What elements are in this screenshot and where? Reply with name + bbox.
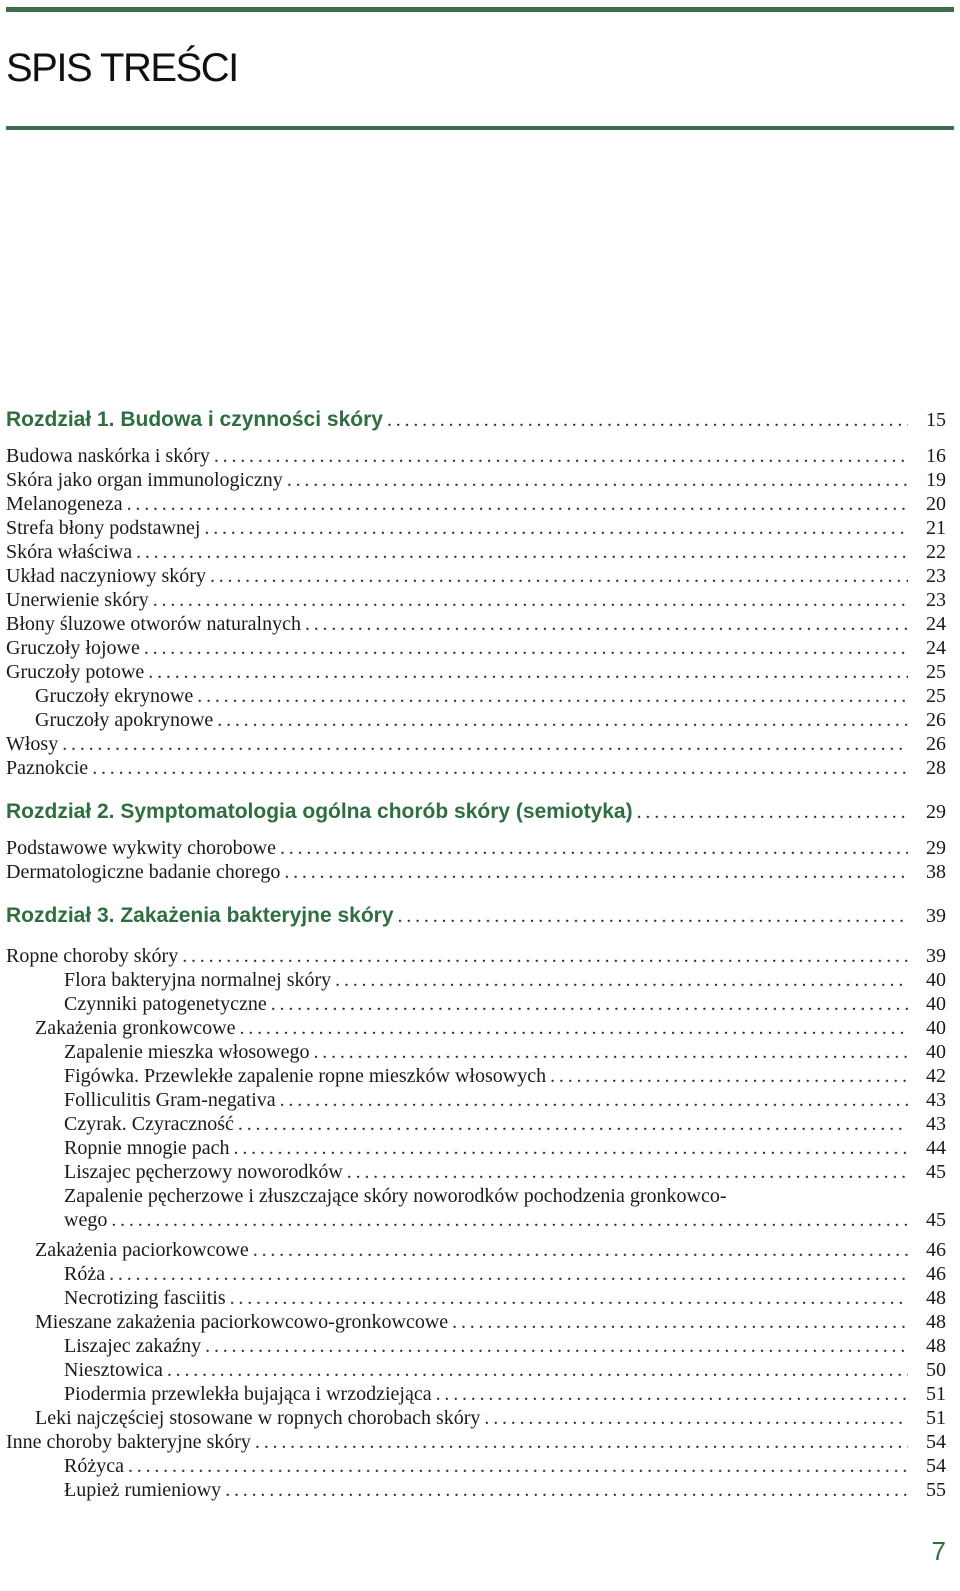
toc-entry[interactable] — [6, 564, 946, 588]
toc-entry[interactable] — [6, 588, 946, 612]
page-title: SPIS TREŚCI — [6, 46, 238, 90]
toc-entry[interactable] — [6, 1454, 946, 1478]
toc-entry-label: Błony śluzowe otworów naturalnych — [6, 613, 301, 635]
toc-entry-page: 25 — [926, 685, 946, 707]
toc-entry-page: 15 — [926, 409, 946, 431]
leader-dots — [335, 968, 908, 992]
leader-dots — [136, 540, 908, 564]
toc-entry[interactable] — [6, 1088, 946, 1112]
toc-entry-label: Skóra jako organ immunologiczny — [6, 469, 283, 491]
toc-entry[interactable] — [6, 708, 946, 732]
toc-entry-label: Flora bakteryjna normalnej skóry — [64, 969, 332, 991]
toc-entry-label: Liszajec zakaźny — [64, 1335, 202, 1357]
toc-entry-page: 45 — [926, 1161, 946, 1183]
leader-dots — [253, 1238, 908, 1262]
toc-entry-page: 23 — [926, 565, 946, 587]
toc-entry[interactable] — [6, 1382, 946, 1406]
toc-entry-page: 23 — [926, 589, 946, 611]
toc-entry-label: Leki najczęściej stosowane w ropnych chorobach skóry — [35, 1407, 481, 1429]
toc-entry-label: Paznokcie — [6, 757, 89, 779]
leader-dots — [153, 588, 908, 612]
toc-entry[interactable] — [6, 468, 946, 492]
leader-dots — [225, 1478, 908, 1502]
toc-entry-page: 39 — [926, 945, 946, 967]
leader-dots — [167, 1358, 908, 1382]
toc-entry-label: Różyca — [64, 1455, 124, 1477]
chapter-title: Rozdział 1. Budowa i czynności skóry — [6, 408, 383, 431]
toc-entry-label: Gruczoły ekrynowe — [35, 685, 194, 707]
toc-entry-label: Ropne choroby skóry — [6, 945, 179, 967]
leader-dots — [111, 1208, 908, 1232]
toc-entry[interactable] — [6, 1334, 946, 1358]
toc-entry[interactable] — [6, 1430, 946, 1454]
leader-dots — [398, 904, 909, 928]
toc-entry[interactable] — [6, 1160, 946, 1184]
leader-dots — [239, 1016, 908, 1040]
toc-entry[interactable] — [6, 492, 946, 516]
leader-dots — [284, 860, 908, 884]
toc-entry[interactable] — [6, 1262, 946, 1286]
toc-entry[interactable] — [6, 1358, 946, 1382]
toc-chapter-heading[interactable] — [6, 904, 946, 928]
toc-entry-label: Łupież rumieniowy — [64, 1479, 222, 1501]
toc-entry[interactable] — [6, 1406, 946, 1430]
toc-entry-label: Mieszane zakażenia paciorkowcowo-gronkowcowe — [35, 1311, 449, 1333]
toc-entry-label: Układ naczyniowy skóry — [6, 565, 206, 587]
toc-entry[interactable] — [6, 516, 946, 540]
toc-entry-label: Gruczoły apokrynowe — [35, 709, 214, 731]
leader-dots — [204, 516, 908, 540]
toc-entry-label: Czyrak. Czyraczność — [64, 1113, 234, 1135]
toc-entry[interactable] — [6, 756, 946, 780]
toc-entry-page: 51 — [926, 1407, 946, 1429]
toc-chapter-heading[interactable] — [6, 800, 946, 824]
leader-dots — [255, 1430, 908, 1454]
toc-entry-label: Gruczoły potowe — [6, 661, 145, 683]
leader-dots — [197, 684, 908, 708]
toc-entry[interactable] — [6, 1208, 946, 1232]
leader-dots — [128, 1454, 908, 1478]
toc-entry-page: 26 — [926, 709, 946, 731]
leader-dots — [347, 1160, 908, 1184]
leader-dots — [62, 732, 908, 756]
leader-dots — [234, 1136, 908, 1160]
chapter-title: Rozdział 2. Symptomatologia ogólna chorób skóry (semiotyka) — [6, 800, 633, 823]
leader-dots — [109, 1262, 908, 1286]
toc-entry-label: Budowa naskórka i skóry — [6, 445, 210, 467]
leader-dots — [214, 444, 908, 468]
leader-dots — [452, 1310, 908, 1334]
toc-entry-label: Piodermia przewlekła bujająca i wrzodziejąca — [64, 1383, 432, 1405]
leader-dots — [205, 1334, 908, 1358]
toc-entry-page: 44 — [926, 1137, 946, 1159]
toc-entry[interactable] — [6, 732, 946, 756]
toc-entry[interactable] — [6, 1040, 946, 1064]
toc-entry-label: Skóra właściwa — [6, 541, 133, 563]
toc-entry-page: 24 — [926, 637, 946, 659]
toc-entry[interactable] — [6, 1016, 946, 1040]
toc-entry-label: Strefa błony podstawnej — [6, 517, 201, 539]
toc-entry[interactable] — [6, 636, 946, 660]
toc-entry-label: Folliculitis Gram-negativa — [64, 1089, 276, 1111]
toc-entry-page: 45 — [926, 1209, 946, 1231]
toc-entry-label: Melanogeneza — [6, 493, 123, 515]
toc-entry-page: 42 — [926, 1065, 946, 1087]
toc-entry-label: Gruczoły łojowe — [6, 637, 140, 659]
leader-dots — [127, 492, 908, 516]
toc-entry[interactable] — [6, 1478, 946, 1502]
toc-entry-page: 28 — [926, 757, 946, 779]
toc-entry-label: Necrotizing fasciitis — [64, 1287, 226, 1309]
toc-entry-label: Niesztowica — [64, 1359, 163, 1381]
toc-entry[interactable] — [6, 540, 946, 564]
leader-dots — [238, 1112, 908, 1136]
toc-entry-page: 29 — [926, 801, 946, 823]
leader-dots — [550, 1064, 908, 1088]
toc-entry-page: 38 — [926, 861, 946, 883]
toc-entry-page: 51 — [926, 1383, 946, 1405]
toc-entry-label: Liszajec pęcherzowy noworodków — [64, 1161, 343, 1183]
toc-entry-page: 48 — [926, 1311, 946, 1333]
leader-dots — [280, 1088, 908, 1112]
toc-entry-label: Zapalenie pęcherzowe i złuszczające skóry noworodków pochodzenia gronkowco- — [64, 1185, 727, 1207]
toc-entry[interactable] — [6, 444, 946, 468]
toc-entry[interactable] — [6, 1136, 946, 1160]
leader-dots — [280, 836, 908, 860]
toc-entry-page: 26 — [926, 733, 946, 755]
leader-dots — [144, 636, 908, 660]
leader-dots — [217, 708, 908, 732]
toc-entry-page: 22 — [926, 541, 946, 563]
toc-entry-label: Róża — [64, 1263, 106, 1285]
toc-entry-label: Czynniki patogenetyczne — [64, 993, 267, 1015]
leader-dots — [271, 992, 908, 1016]
toc-entry-page: 43 — [926, 1113, 946, 1135]
leader-dots — [287, 468, 908, 492]
toc-entry[interactable] — [6, 684, 946, 708]
toc-entry-label: Figówka. Przewlekłe zapalenie ropne mieszków włosowych — [64, 1065, 547, 1087]
toc-entry[interactable] — [6, 1238, 946, 1262]
toc-entry-page: 40 — [926, 993, 946, 1015]
toc-entry-label-continued: wego — [64, 1209, 108, 1231]
toc-entry-label: Inne choroby bakteryjne skóry — [6, 1431, 251, 1453]
toc-entry-label: Zakażenia gronkowcowe — [35, 1017, 236, 1039]
leader-dots — [92, 756, 908, 780]
leader-dots — [313, 1040, 908, 1064]
toc-entry[interactable] — [6, 992, 946, 1016]
toc-entry-page: 55 — [926, 1479, 946, 1501]
toc-entry-page: 46 — [926, 1263, 946, 1285]
page-number: 7 — [931, 1536, 946, 1566]
toc-entry-label: Podstawowe wykwity chorobowe — [6, 837, 276, 859]
toc-entry-label: Unerwienie skóry — [6, 589, 149, 611]
toc-entry-page: 54 — [926, 1431, 946, 1453]
toc-entry[interactable] — [6, 1112, 946, 1136]
toc-entry-page: 40 — [926, 969, 946, 991]
toc-entry-label: Dermatologiczne badanie chorego — [6, 861, 281, 883]
toc-entry-label: Zapalenie mieszka włosowego — [64, 1041, 310, 1063]
leader-dots — [148, 660, 908, 684]
toc-entry-page: 48 — [926, 1335, 946, 1357]
toc-entry-page: 43 — [926, 1089, 946, 1111]
toc-entry[interactable] — [6, 1286, 946, 1310]
toc-entry-label: Zakażenia paciorkowcowe — [35, 1239, 249, 1261]
toc-entry[interactable] — [6, 860, 946, 884]
toc-entry-page: 40 — [926, 1041, 946, 1063]
toc-entry-page: 20 — [926, 493, 946, 515]
toc-entry-page: 25 — [926, 661, 946, 683]
leader-dots — [436, 1382, 908, 1406]
leader-dots — [387, 408, 908, 432]
toc-entry-page: 16 — [926, 445, 946, 467]
leader-dots — [210, 564, 908, 588]
toc-entry-page: 48 — [926, 1287, 946, 1309]
toc-entry[interactable] — [6, 1310, 946, 1334]
toc-entry-page: 40 — [926, 1017, 946, 1039]
toc-entry[interactable] — [6, 1064, 946, 1088]
toc-chapter-heading[interactable] — [6, 408, 946, 432]
toc-entry-page: 24 — [926, 613, 946, 635]
toc-entry-label: Włosy — [6, 733, 59, 755]
table-of-contents — [6, 0, 946, 1591]
toc-entry[interactable] — [6, 968, 946, 992]
toc-entry-page: 54 — [926, 1455, 946, 1477]
toc-entry-page: 21 — [926, 517, 946, 539]
leader-dots — [230, 1286, 908, 1310]
toc-entry-page: 39 — [926, 905, 946, 927]
toc-entry[interactable] — [6, 944, 946, 968]
toc-entry-page: 46 — [926, 1239, 946, 1261]
toc-entry[interactable] — [6, 836, 946, 860]
toc-entry-page: 19 — [926, 469, 946, 491]
toc-entry-page: 50 — [926, 1359, 946, 1381]
leader-dots — [182, 944, 908, 968]
leader-dots — [637, 800, 908, 824]
leader-dots — [305, 612, 908, 636]
chapter-title: Rozdział 3. Zakażenia bakteryjne skóry — [6, 904, 394, 927]
toc-entry[interactable] — [6, 660, 946, 684]
toc-entry-label: Ropnie mnogie pach — [64, 1137, 230, 1159]
toc-entry-page: 29 — [926, 837, 946, 859]
leader-dots — [484, 1406, 908, 1430]
toc-entry[interactable] — [6, 612, 946, 636]
